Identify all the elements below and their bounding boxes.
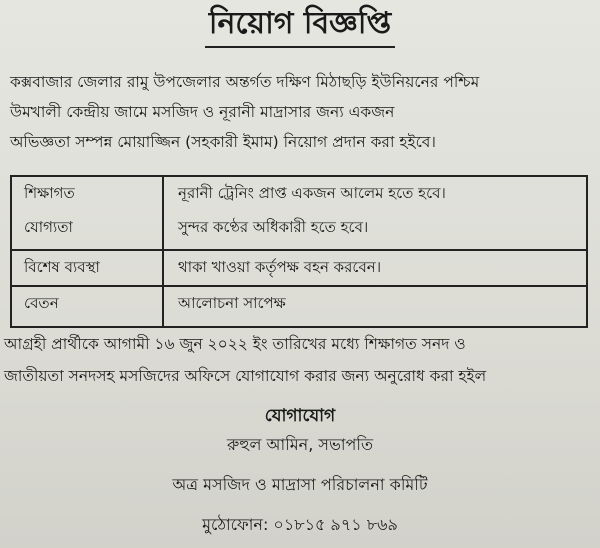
special-arrangement-label: বিশেষ ব্যবস্থা [24, 258, 100, 276]
contact-name: রুহুল আমিন, সভাপতি [227, 435, 373, 454]
intro-line-1: কক্সবাজার জেলার রামু উপজেলার অন্তর্গত দক্ষিণ মিঠাছড়ি ইউনিয়নের পশ্চিম [10, 73, 480, 91]
footer-line-1: আগ্রহী প্রার্থীকে আগামী ১৬ জুন ২০২২ ইং তারিখের মধ্যে শিক্ষাগত সনদ ও [4, 335, 466, 353]
qualification-label-line-2: যোগ্যতা [24, 218, 73, 236]
table-column-divider [162, 177, 164, 326]
requirements-table [10, 175, 588, 328]
notice-title: নিয়োগ বিজ্ঞপ্তি [208, 6, 392, 41]
contact-phone: মুঠোফোন: ০১৮১৫ ৯৭১ ৮৬৯ [202, 515, 398, 534]
qualification-label-line-1: শিক্ষাগত [24, 184, 75, 202]
special-arrangement-value: থাকা খাওয়া কর্তৃপক্ষ বহন করবেন। [178, 258, 382, 276]
table-row-divider [12, 249, 586, 251]
table-row-divider [12, 285, 586, 287]
qualification-value-line-2: সুন্দর কণ্ঠের অধিকারী হতে হবে। [178, 218, 369, 236]
qualification-value-line-1: নূরানী ট্রেনিং প্রাপ্ত একজন আলেম হতে হবে। [178, 184, 446, 202]
salary-value: আলোচনা সাপেক্ষ [178, 294, 286, 312]
intro-line-2: উমখালী কেন্দ্রীয় জামে মসজিদ ও নূরানী মাদ্রাসার জন্য একজন [10, 103, 395, 121]
footer-line-2: জাতীয়তা সনদসহ মসজিদের অফিসে যোগাযোগ করার জন্য অনুরোধ করা হইল [4, 367, 487, 385]
salary-label: বেতন [24, 294, 59, 312]
title-underline [205, 46, 395, 48]
committee-name: অত্র মসজিদ ও মাদ্রাসা পরিচালনা কমিটি [172, 475, 428, 494]
intro-line-3: অভিজ্ঞতা সম্পন্ন মোয়াজ্জিন (সহকারী ইমাম) নিয়োগ প্রদান করা হইবে। [10, 133, 436, 151]
contact-heading: যোগাযোগ [264, 406, 336, 426]
